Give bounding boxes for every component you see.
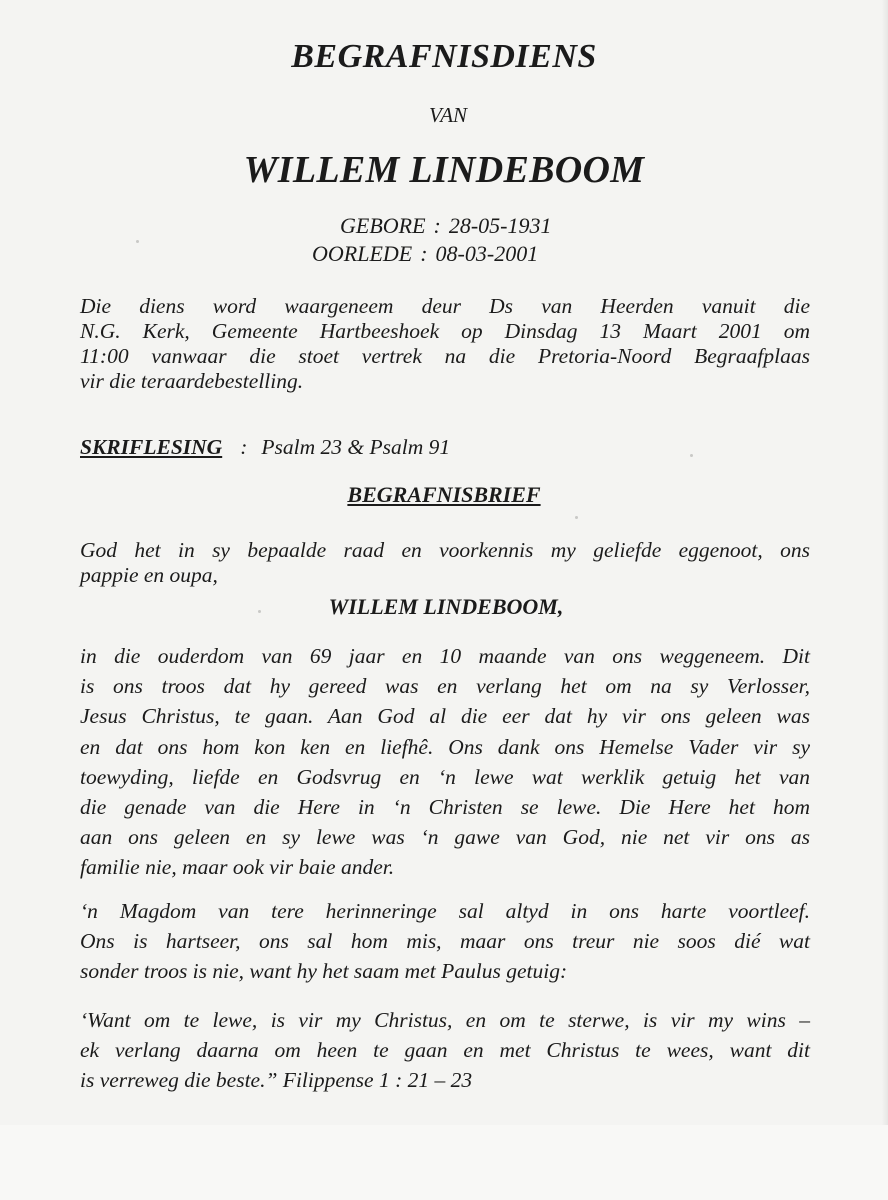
born-label: GEBORE [340, 213, 426, 238]
letter-line: sonder troos is nie, want hy het saam met Paulus getuig: [80, 959, 568, 983]
service-line: Die diens word waargeneem deur Ds van Heerden vanuit die [80, 294, 810, 318]
letter-opening [80, 538, 810, 588]
letter-paragraph-1 [80, 641, 810, 883]
letter-line: familie nie, maar ook vir baie ander. [80, 855, 395, 880]
letter-line: die genade van die Here in ‘n Christen se lewe. Die Here het hom [80, 795, 810, 820]
deceased-name: WILLEM LINDEBOOM [243, 149, 645, 191]
paper-speck [136, 240, 139, 243]
scripture-separator: : [240, 435, 248, 459]
letter-line: en dat ons hom kon ken en liefhê. Ons dank ons Hemelse Vader vir sy [80, 734, 810, 759]
died-separator: : [420, 241, 428, 266]
life-dates [312, 212, 552, 268]
letter-line: is ons troos dat hy gereed was en verlang het om na sy Verlosser, [80, 674, 810, 699]
scripture-value: Psalm 23 & Psalm 91 [261, 435, 451, 459]
scripture-label: SKRIFLESING [80, 435, 223, 459]
born-row [312, 212, 552, 240]
letter-title: BEGRAFNISBRIEF [347, 482, 541, 507]
service-line: 11:00 vanwaar die stoet vertrek na die Pretoria-Noord Begraafplaas [80, 344, 810, 368]
paper-speck [575, 516, 578, 519]
service-line: vir die teraardebestelling. [80, 369, 304, 393]
van-label: VAN [428, 103, 468, 127]
died-date: 08-03-2001 [435, 241, 539, 266]
letter-line: toewyding, liefde en Godsvrug en ‘n lewe wat werklik getuig het van [80, 764, 810, 789]
document-title: BEGRAFNISDIENS [291, 38, 597, 75]
page-bottom-margin [0, 1125, 888, 1200]
letter-line: aan ons geleen en sy lewe was ‘n gawe van God, nie net vir ons as [80, 825, 810, 850]
service-line: N.G. Kerk, Gemeente Hartbeeshoek op Dinsdag 13 Maart 2001 om [80, 319, 810, 343]
died-row [312, 240, 552, 268]
letter-line: ‘n Magdom van tere herinneringe sal altyd in ons harte voortleef. [80, 899, 810, 923]
paper-speck [690, 454, 693, 457]
letter-paragraph-2 [80, 896, 810, 986]
letter-line: pappie en oupa, [80, 563, 218, 587]
letter-line: Ons is hartseer, ons sal hom mis, maar ons treur nie soos dié wat [80, 929, 810, 953]
died-label: OORLEDE [312, 241, 413, 266]
scripture-quote [80, 1005, 810, 1095]
quote-line: ek verlang daarna om heen te gaan en met Christus te wees, want dit [80, 1038, 810, 1062]
letter-line: in die ouderdom van 69 jaar en 10 maande van ons weggeneem. Dit [80, 644, 810, 668]
quote-line: is verreweg die beste.” Filippense 1 : 21 – 23 [80, 1068, 473, 1092]
born-date: 28-05-1931 [448, 213, 552, 238]
scripture-reading [80, 435, 450, 460]
letter-line: God het in sy bepaalde raad en voorkennis my geliefde eggenoot, ons [80, 538, 810, 562]
quote-line: ‘Want om te lewe, is vir my Christus, en om te sterwe, is vir my wins – [80, 1008, 810, 1032]
born-separator: : [433, 213, 441, 238]
service-details [80, 294, 810, 394]
letter-deceased-name: WILLEM LINDEBOOM, [328, 594, 564, 619]
letter-line: Jesus Christus, te gaan. Aan God al die eer dat hy vir ons geleen was [80, 704, 810, 729]
